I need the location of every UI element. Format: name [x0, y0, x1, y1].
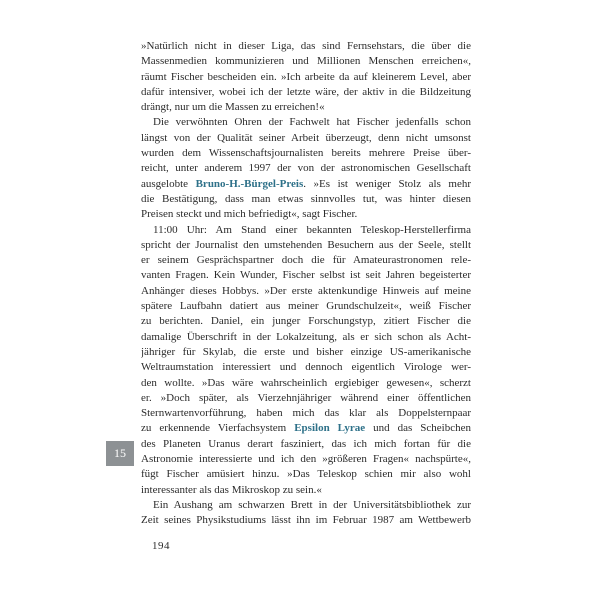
text-segment: Astronomie interessierte und ich den »größeren Fragen« nachspürte«, [141, 453, 471, 466]
text-line [141, 268, 471, 283]
text-segment: zu erkennende Vierfachsystem [141, 422, 295, 435]
text-line [141, 299, 471, 314]
text-line [141, 452, 471, 467]
text-segment: des Planeten Uranus derart fasziniert, das ich mich fortan für die [141, 437, 471, 450]
text-line [141, 483, 471, 498]
text-line [141, 437, 471, 452]
text-segment: räumt Fischer bescheiden ein. »Ich arbeite da auf kleinerem Level, aber [141, 70, 471, 83]
text-line [141, 314, 471, 329]
text-segment: »Natürlich nicht in dieser Liga, das sind Fernsehstars, die über die [141, 40, 471, 52]
text-line [141, 223, 471, 238]
text-segment: spätere Laufbahn datiert aus meiner Grundschulzeit«, weiß Fischer [141, 300, 471, 313]
text-block [141, 39, 471, 529]
text-segment: den wollte. »Das wäre wahrscheinlich ergiebiger gewesen«, scherzt [141, 376, 471, 389]
text-line [141, 39, 471, 54]
text-line [141, 131, 471, 146]
highlighted-term: Bruno-H.-Bürgel-Preis [195, 177, 304, 190]
text-line [141, 360, 471, 375]
margin-number: 15 [114, 446, 126, 460]
text-segment: zu berichten. Daniel, ein junger Forschungstyp, zitiert Fischer die [141, 315, 471, 328]
text-segment: Massenmedien kommunizieren und Millionen Menschen erreichen«, [141, 55, 471, 68]
text-segment: wurden dem Wissenschaftsjournalisten bereits mehrere Preise über- [141, 147, 471, 160]
text-line [141, 421, 471, 436]
text-line [141, 70, 471, 85]
margin-number-badge [106, 441, 134, 466]
page-number: 194 [152, 540, 170, 552]
text-segment: und das Scheibchen [365, 422, 471, 435]
text-line [141, 406, 471, 421]
text-line [141, 192, 471, 207]
text-segment: Ein Aushang am schwarzen Brett in der Universitätsbibliothek zur [153, 498, 471, 511]
text-segment: spricht der Journalist den umstehenden Besuchern aus der Seele, stellt [141, 238, 471, 251]
text-segment: damalige Überschrift in der Lokalzeitung, als er sich schon als Acht- [141, 330, 471, 343]
text-segment: die Bestätigung, dass man etwas sinnvolles tut, was hinter diesen [141, 192, 471, 205]
text-segment: er. »Doch später, als Vierzehnjähriger während einer öffentlichen [141, 391, 471, 404]
text-segment: jähriger für Skylab, die erste und bisher einzige US-amerikanische [141, 345, 471, 358]
text-segment: 11:00 Uhr: Am Stand einer bekannten Teleskop-Herstellerfirma [153, 223, 471, 236]
text-line [141, 513, 471, 528]
text-line [141, 345, 471, 360]
text-segment: Anhänger dieses Hobbys. »Der erste aktenkundige Hinweis auf meine [141, 284, 471, 297]
text-line [141, 54, 471, 69]
text-segment: Preisen steckt und mich befriedigt«, sagt Fischer. [141, 208, 358, 221]
text-line [141, 177, 471, 192]
text-segment: interessanter als das Mikroskop zu sein.« [141, 483, 322, 496]
text-segment: drängt, nur um die Massen zu erreichen!« [141, 101, 325, 114]
text-line [141, 253, 471, 268]
text-line [141, 207, 471, 222]
text-segment: reicht, unter anderem 1997 der von der astronomischen Gesellschaft [141, 162, 471, 175]
text-line [141, 100, 471, 115]
text-line [141, 376, 471, 391]
text-segment: längst von der Qualität seiner Arbeit überzeugt, denn nicht umsonst [141, 131, 471, 144]
text-line [141, 284, 471, 299]
text-line [141, 115, 471, 130]
text-line [141, 161, 471, 176]
text-segment: Sternwartenvorführung, haben mich das klar als Doppelsternpaar [141, 407, 471, 420]
text-line [141, 498, 471, 513]
text-segment: er seinem Gesprächspartner doch die für Amateurastronomen rele- [141, 254, 471, 267]
text-segment: . »Es ist weniger Stolz als mehr [303, 177, 471, 190]
text-segment: Weltraumstation interessiert und dennoch eigentlich Virologe wer- [141, 361, 471, 374]
text-segment: dafür intensiver, wobei ich der letzte wäre, der aktiv in die Bildzeitung [141, 85, 471, 98]
text-segment: Zeit seines Physikstudiums lässt ihn im Februar 1987 am Wettbewerb [141, 514, 471, 527]
text-line [141, 85, 471, 100]
text-line [141, 467, 471, 482]
text-line [141, 391, 471, 406]
text-line [141, 330, 471, 345]
text-segment: Die verwöhnten Ohren der Fachwelt hat Fischer jedenfalls schon [153, 116, 471, 129]
highlighted-term: Epsilon Lyrae [294, 422, 366, 435]
text-line [141, 146, 471, 161]
text-line [141, 238, 471, 253]
text-segment: vanten Fragen. Kein Wunder, Fischer selbst ist seit Jahren begeisterter [141, 269, 471, 282]
text-segment: fügt Fischer amüsiert hinzu. »Das Teleskop schien mir also wohl [141, 468, 471, 481]
text-segment: ausgelobte [141, 177, 196, 190]
